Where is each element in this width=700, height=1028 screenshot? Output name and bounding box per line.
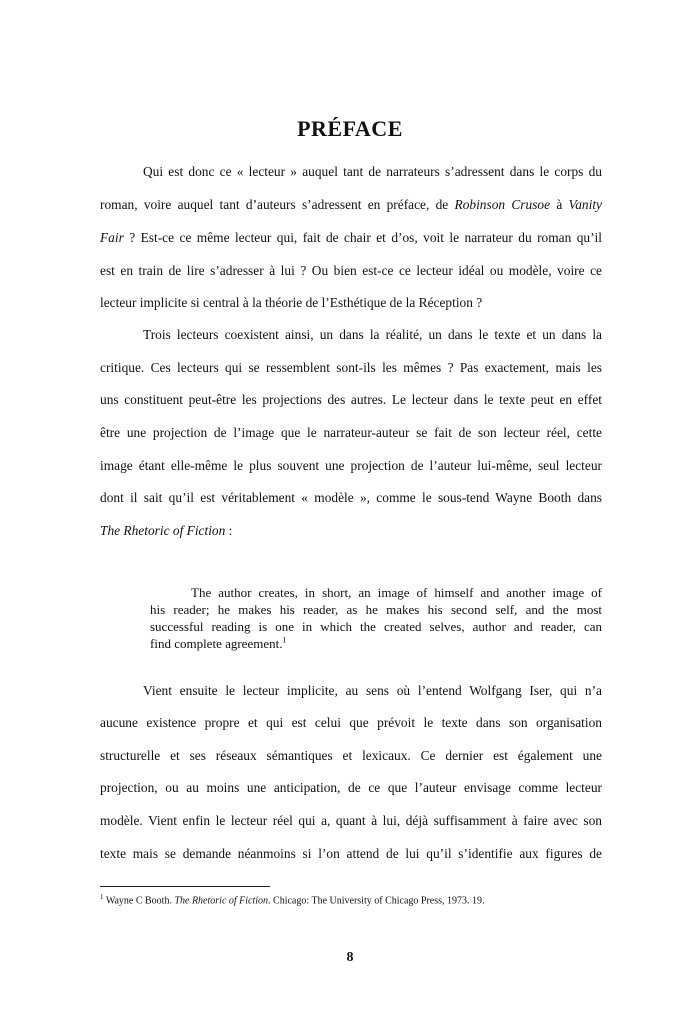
text: Wayne C Booth. [103, 895, 175, 907]
paragraph-2-line-1: Trois lecteurs coexistent ainsi, un dans la réalité, un dans le texte et un dans la [143, 327, 602, 342]
blockquote-line-2: his reader; he makes his reader, as he makes his second self, and the most [150, 602, 602, 617]
paragraph-2-line-2: critique. Ces lecteurs qui se ressemblent sont-ils les mêmes ? Pas exactement, mais les [100, 360, 602, 375]
paragraph-2-line-3: uns constituent peut-être les projections des autres. Le lecteur dans le texte peut en effet [100, 392, 602, 407]
text: roman, voire auquel tant d’auteurs s’adressent en préface, de [100, 197, 455, 212]
page-number: 8 [346, 950, 354, 965]
paragraph-1-line-2 [100, 197, 602, 213]
text: à [550, 197, 569, 212]
paragraph-1-line-1: Qui est donc ce « lecteur » auquel tant de narrateurs s’adressent dans le corps du [143, 164, 602, 179]
paragraph-3-line-4: projection, ou au moins une anticipation, de ce que l’auteur envisage comme lecteur [100, 780, 602, 795]
paragraph-3-line-1: Vient ensuite le lecteur implicite, au sens où l’entend Wolfgang Iser, qui n’a [143, 683, 602, 698]
blockquote-line-3: successful reading is one in which the created selves, author and reader, can [150, 619, 602, 634]
footnote-number: 1 [100, 893, 104, 901]
footnote-separator [100, 886, 270, 887]
text: : [225, 523, 233, 538]
italic-title: Robinson Crusoe [454, 197, 551, 212]
paragraph-2-line-6: dont il sait qu’il est véritablement « modèle », comme le sous-tend Wayne Booth dans [100, 490, 602, 505]
italic-title: Fair [100, 230, 124, 245]
text: ? Est-ce ce même lecteur qui, fait de chair et d’os, voit le narrateur du roman qu’il [123, 230, 602, 245]
paragraph-3-line-3: structurelle et ses réseaux sémantiques et lexicaux. Ce dernier est également une [100, 748, 602, 763]
page-title: PRÉFACE [297, 116, 403, 141]
paragraph-1-line-5: lecteur implicite si central à la théorie de l’Esthétique de la Réception ? [100, 295, 483, 310]
paragraph-1-line-4: est en train de lire s’adresser à lui ? Ou bien est-ce ce lecteur idéal ou modèle, voire ce [100, 263, 602, 278]
blockquote-line-4 [150, 635, 286, 652]
paragraph-3-line-5: modèle. Vient enfin le lecteur réel qui a, quant à lui, déjà suffisamment à faire avec son [100, 813, 602, 828]
italic-title: The Rhetoric of Fiction [100, 523, 226, 538]
paragraph-3-line-6: texte mais se demande néanmoins si l’on attend de lui qu’il s’identifie aux figures de [100, 846, 602, 861]
paragraph-3-line-2: aucune existence propre et qui est celui que prévoit le texte dans son organisation [100, 715, 602, 730]
italic-title: The Rhetoric of Fiction [174, 895, 269, 907]
italic-title: Vanity [568, 197, 603, 212]
footnote [100, 893, 485, 906]
paragraph-2-line-4: être une projection de l’image que le narrateur-auteur se fait de son lecteur réel, cette [100, 425, 602, 440]
text: find complete agreement. [150, 636, 283, 651]
paragraph-1-line-3 [100, 230, 602, 246]
text: . Chicago: The University of Chicago Press, 1973. 19. [268, 895, 485, 907]
paragraph-2-line-5: image étant elle-même le plus souvent une projection de l’auteur lui-même, seul lecteur [100, 458, 602, 473]
paragraph-2-line-7 [100, 523, 602, 539]
footnote-reference[interactable]: 1 [282, 635, 287, 645]
blockquote-line-1: The author creates, in short, an image of himself and another image of [191, 585, 602, 600]
